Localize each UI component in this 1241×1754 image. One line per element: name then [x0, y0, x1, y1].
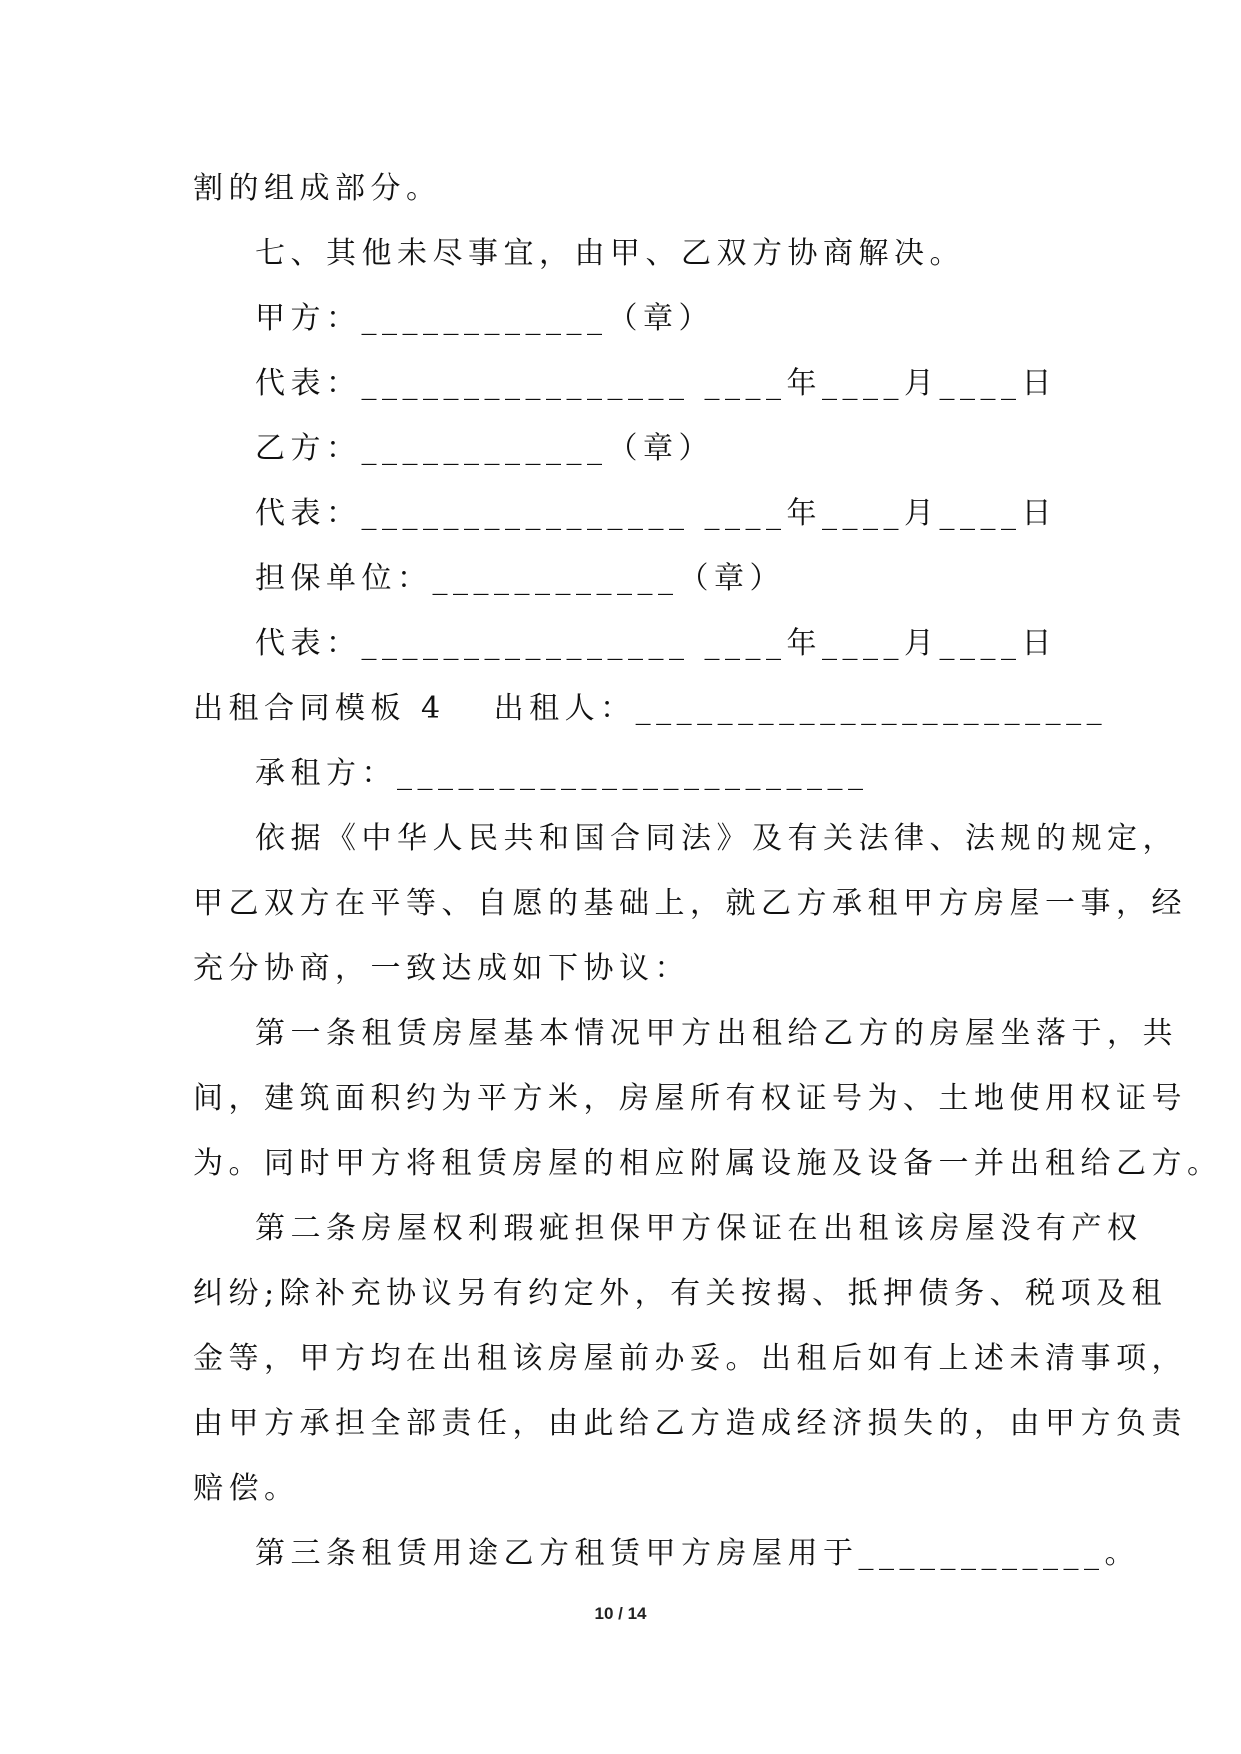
article-one-line: 第一条租赁房屋基本情况甲方出租给乙方的房屋坐落于，共 [255, 1016, 1178, 1051]
lessee-field: 承租方：_______________________ [255, 756, 869, 791]
paragraph-line: 割的组成部分。 [193, 171, 442, 206]
paragraph-line: 依据《中华人民共和国合同法》及有关法律、法规的规定， [255, 821, 1178, 856]
party-b-signature-line: 乙方：____________（章） [255, 431, 714, 466]
article-three-line: 第三条租赁用途乙方租赁甲方房屋用于____________。 [255, 1536, 1140, 1571]
clause-seven: 七、其他未尽事宜，由甲、乙双方协商解决。 [255, 236, 965, 271]
article-one-line: 间，建筑面积约为平方米，房屋所有权证号为、土地使用权证号 [193, 1081, 1187, 1116]
guarantor-representative-line: 代表：________________ ____年____月____日 [255, 626, 1058, 661]
template-heading: 出租合同模板 4 [193, 691, 446, 726]
party-a-representative-line: 代表：________________ ____年____月____日 [255, 366, 1058, 401]
lessor-field: 出租人：_______________________ [493, 691, 1108, 726]
article-one-line: 为。同时甲方将租赁房屋的相应附属设施及设备一并出租给乙方。 [193, 1146, 1223, 1181]
article-two-line: 金等，甲方均在出租该房屋前办妥。出租后如有上述未清事项， [193, 1341, 1187, 1376]
paragraph-line: 充分协商，一致达成如下协议： [193, 951, 690, 986]
article-two-line: 由甲方承担全部责任，由此给乙方造成经济损失的，由甲方负责 [193, 1406, 1187, 1441]
party-a-signature-line: 甲方：____________（章） [255, 301, 714, 336]
paragraph-line: 甲乙双方在平等、自愿的基础上，就乙方承租甲方房屋一事，经 [193, 886, 1187, 921]
party-b-representative-line: 代表：________________ ____年____月____日 [255, 496, 1058, 531]
document-body [193, 156, 1223, 1586]
page-number: 10 / 14 [594, 1604, 647, 1623]
template-heading-line [193, 676, 1108, 741]
guarantor-signature-line: 担保单位：____________（章） [255, 561, 785, 596]
article-two-line: 赔偿。 [193, 1471, 300, 1506]
article-two-line: 第二条房屋权利瑕疵担保甲方保证在出租该房屋没有产权 [255, 1211, 1143, 1246]
article-two-line: 纠纷;除补充协议另有约定外，有关按揭、抵押债务、税项及租 [193, 1276, 1168, 1311]
